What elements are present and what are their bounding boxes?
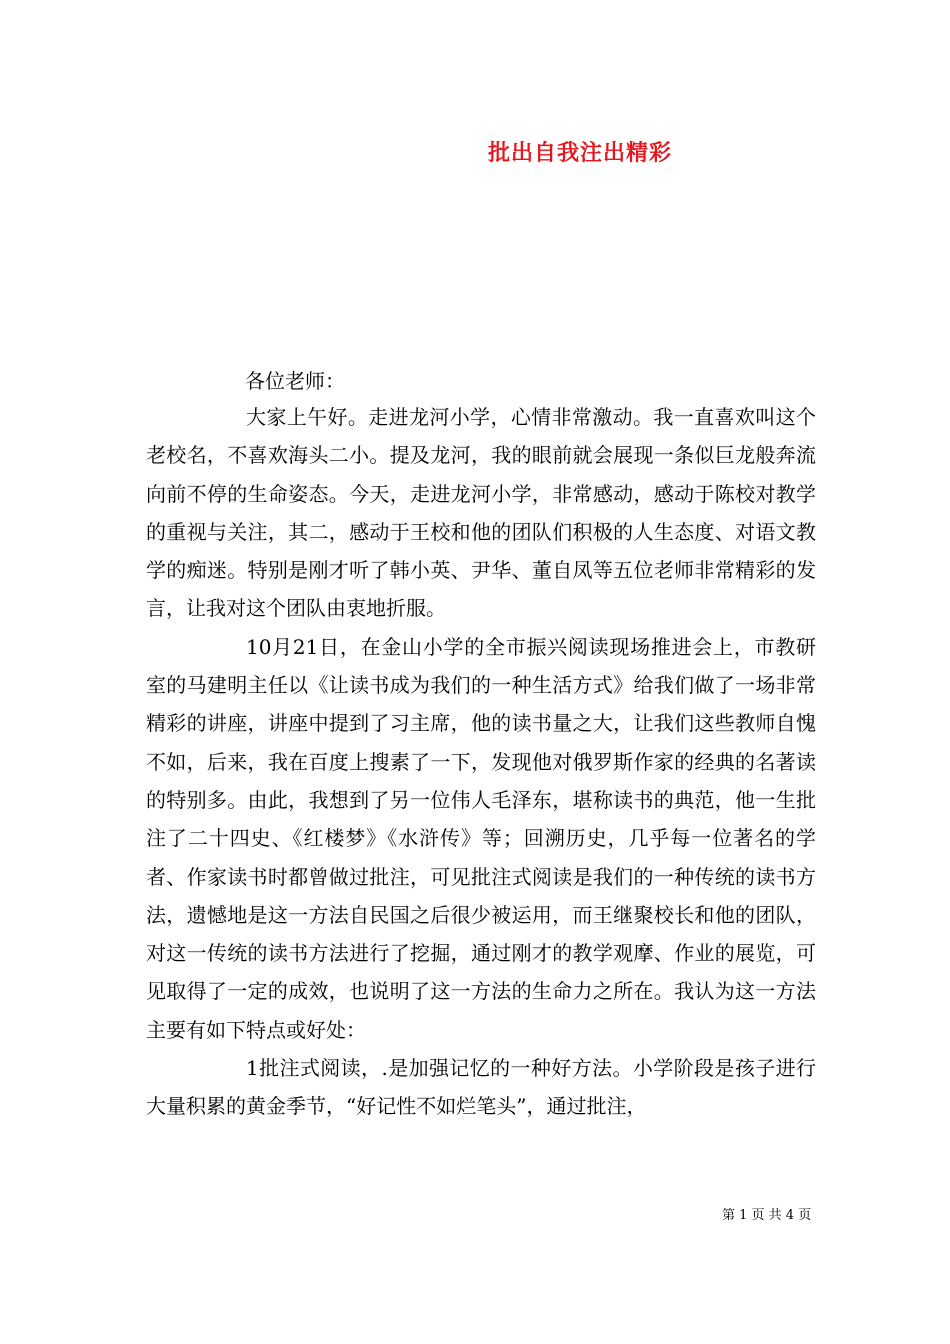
paragraph-3: 1批注式阅读，.是加强记忆的一种好方法。小学阶段是孩子进行大量积累的黄金季节，“好记性不如烂笔头”，通过批注， bbox=[146, 1056, 816, 1119]
document-title: 批出自我注出精彩 bbox=[488, 140, 673, 166]
page-number-footer: 第 1 页 共 4 页 bbox=[722, 1208, 812, 1223]
paragraph-2: 10月21日，在金山小学的全市振兴阅读现场推进会上，市教研室的马建明主任以《让读书成为我们的一种生活方式》给我们做了一场非常精彩的讲座，讲座中提到了习主席，他的读书量之大，让我们这些教师自愧不如，后来，我在百度上搜素了一下，发现他对俄罗斯作家的经典的名著读的特别多。由此，我想到了另一位伟人毛泽东，堪称读书的典范，他一生批注了二十四史、《红楼梦》《水浒传》等；回溯历史，几乎每一位著名的学者、作家读书时都曾做过批注，可见批注式阅读是我们的一种传统的读书方法，遗憾地是这一方法自民国之后很少被运用，而王继聚校长和他的团队，对这一传统的读书方法进行了挖掘，通过刚才的教学观摩、作业的展览，可见取得了一定的成效，也说明了这一方法的生命力之所在。我认为这一方法主要有如下特点或好处： bbox=[146, 634, 816, 1042]
paragraph-1: 大家上午好。走进龙河小学，心情非常激动。我一直喜欢叫这个老校名，不喜欢海头二小。提及龙河，我的眼前就会展现一条似巨龙般奔流向前不停的生命姿态。今天，走进龙河小学，非常感动，感动于陈校对教学的重视与关注，其二，感动于王校和他的团队们积极的人生态度、对语文教学的痴迷。特别是刚才听了韩小英、尹华、董自凤等五位老师非常精彩的发言，让我对这个团队由衷地折服。 bbox=[146, 405, 816, 621]
document-body bbox=[146, 398, 816, 1126]
greeting-line: 各位老师： bbox=[245, 369, 345, 393]
